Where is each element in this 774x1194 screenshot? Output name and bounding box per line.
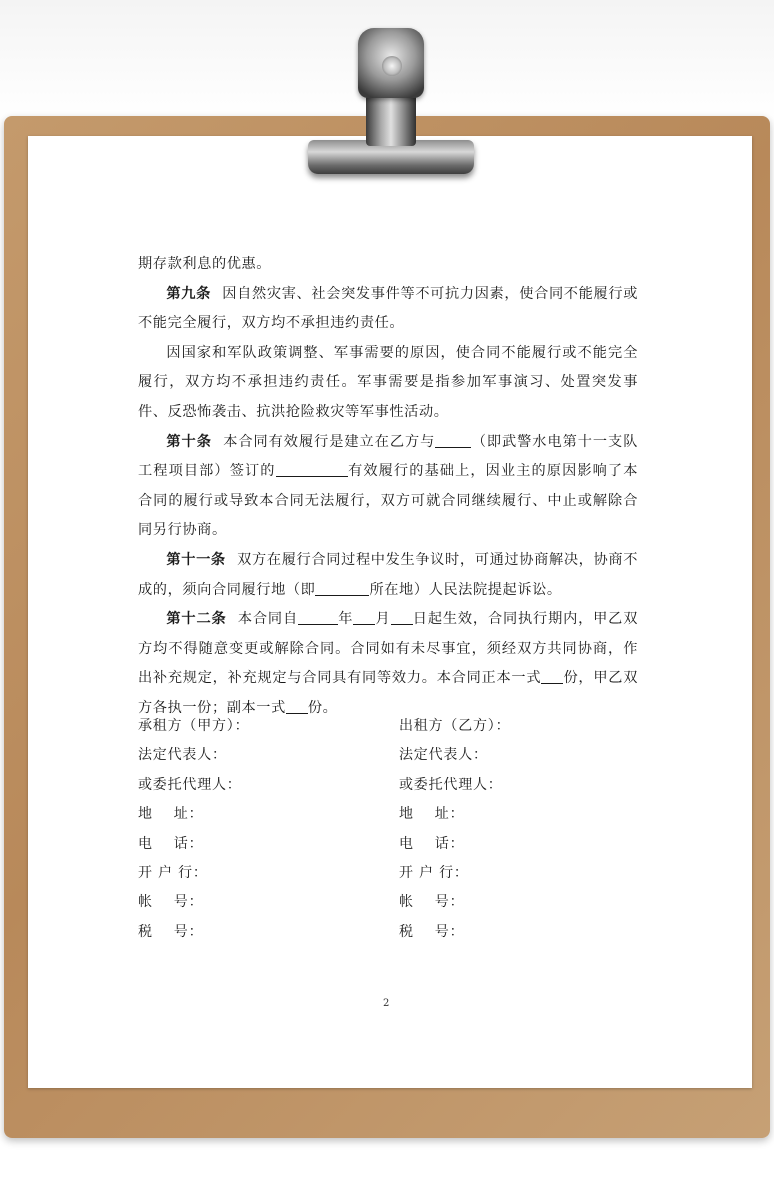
party-a-line: 电 话： <box>138 835 204 852</box>
blank-field <box>315 580 369 596</box>
party-b-line: 地 址： <box>399 806 465 823</box>
article-label: 第十一条 <box>166 551 226 568</box>
party-b-block <box>399 712 510 947</box>
party-a-line: 承租方（甲方）： <box>138 718 250 734</box>
article-9: 第九条 因自然灾害、社会突发事件等不可抗力因素，使合同不能履行或不能完全履行，双方均不承担违约责任。 <box>138 285 638 332</box>
party-b-line: 电 话： <box>399 835 465 852</box>
party-b-line: 法定代表人： <box>399 747 488 764</box>
party-b-line: 开 户 行： <box>399 865 469 882</box>
article-12: 第十二条 本合同自 年 月 日起生效，合同执行期内，甲乙双方均不得随意变更或解除合同。合同如有未尽事宜，须经双方共同协商，作出补充规定，补充规定与合同具有同等效力。本合同正本一式 份，甲乙双方各执一份；副本一式 份。 <box>138 611 638 716</box>
blank-field <box>286 698 308 714</box>
blank-field <box>541 668 563 684</box>
continued-line: 期存款利息的优惠。 <box>138 256 272 272</box>
party-b-line: 或委托代理人： <box>399 776 503 793</box>
party-b-line: 帐 号： <box>399 894 465 911</box>
party-b-line: 税 号： <box>399 923 465 940</box>
party-a-line: 开 户 行： <box>138 865 208 882</box>
article-label: 第十二条 <box>166 611 227 628</box>
party-a-line: 法定代表人： <box>138 747 227 764</box>
blank-field <box>276 461 348 477</box>
party-a-line: 或委托代理人： <box>138 776 242 793</box>
article-11: 第十一条 双方在履行合同过程中发生争议时，可通过协商解决，协商不成的，须向合同履行地（即 所在地）人民法院提起诉讼。 <box>138 551 639 598</box>
blank-field <box>391 609 413 625</box>
party-a-block <box>138 712 249 947</box>
blank-field <box>435 432 471 448</box>
page-number: 2 <box>383 998 390 1009</box>
blank-field <box>353 609 375 625</box>
article-10: 第十条 本合同有效履行是建立在乙方与 （即武警水电第十一支队工程项目部）签订的 有效履行的基础上，因业主的原因影响了本合同的履行或导致本合同无法履行，双方可就合同继续履行、中止或解除合同另行协商。 <box>138 433 638 539</box>
contract-body <box>138 250 638 724</box>
article-label: 第十条 <box>166 433 212 450</box>
party-b-line: 出租方（乙方）： <box>399 718 511 734</box>
party-a-line: 税 号： <box>138 923 204 940</box>
party-a-line: 地 址： <box>138 806 204 823</box>
clip-hole <box>382 56 402 76</box>
blank-field <box>298 609 338 625</box>
article-9-paragraph-2: 因国家和军队政策调整、军事需要的原因，使合同不能履行或不能完全履行，双方均不承担违约责任。军事需要是指参加军事演习、处置突发事件、反恐怖袭击、抗洪抢险救灾等军事性活动。 <box>138 344 638 420</box>
party-a-line: 帐 号： <box>138 894 204 911</box>
article-label: 第九条 <box>166 285 211 302</box>
